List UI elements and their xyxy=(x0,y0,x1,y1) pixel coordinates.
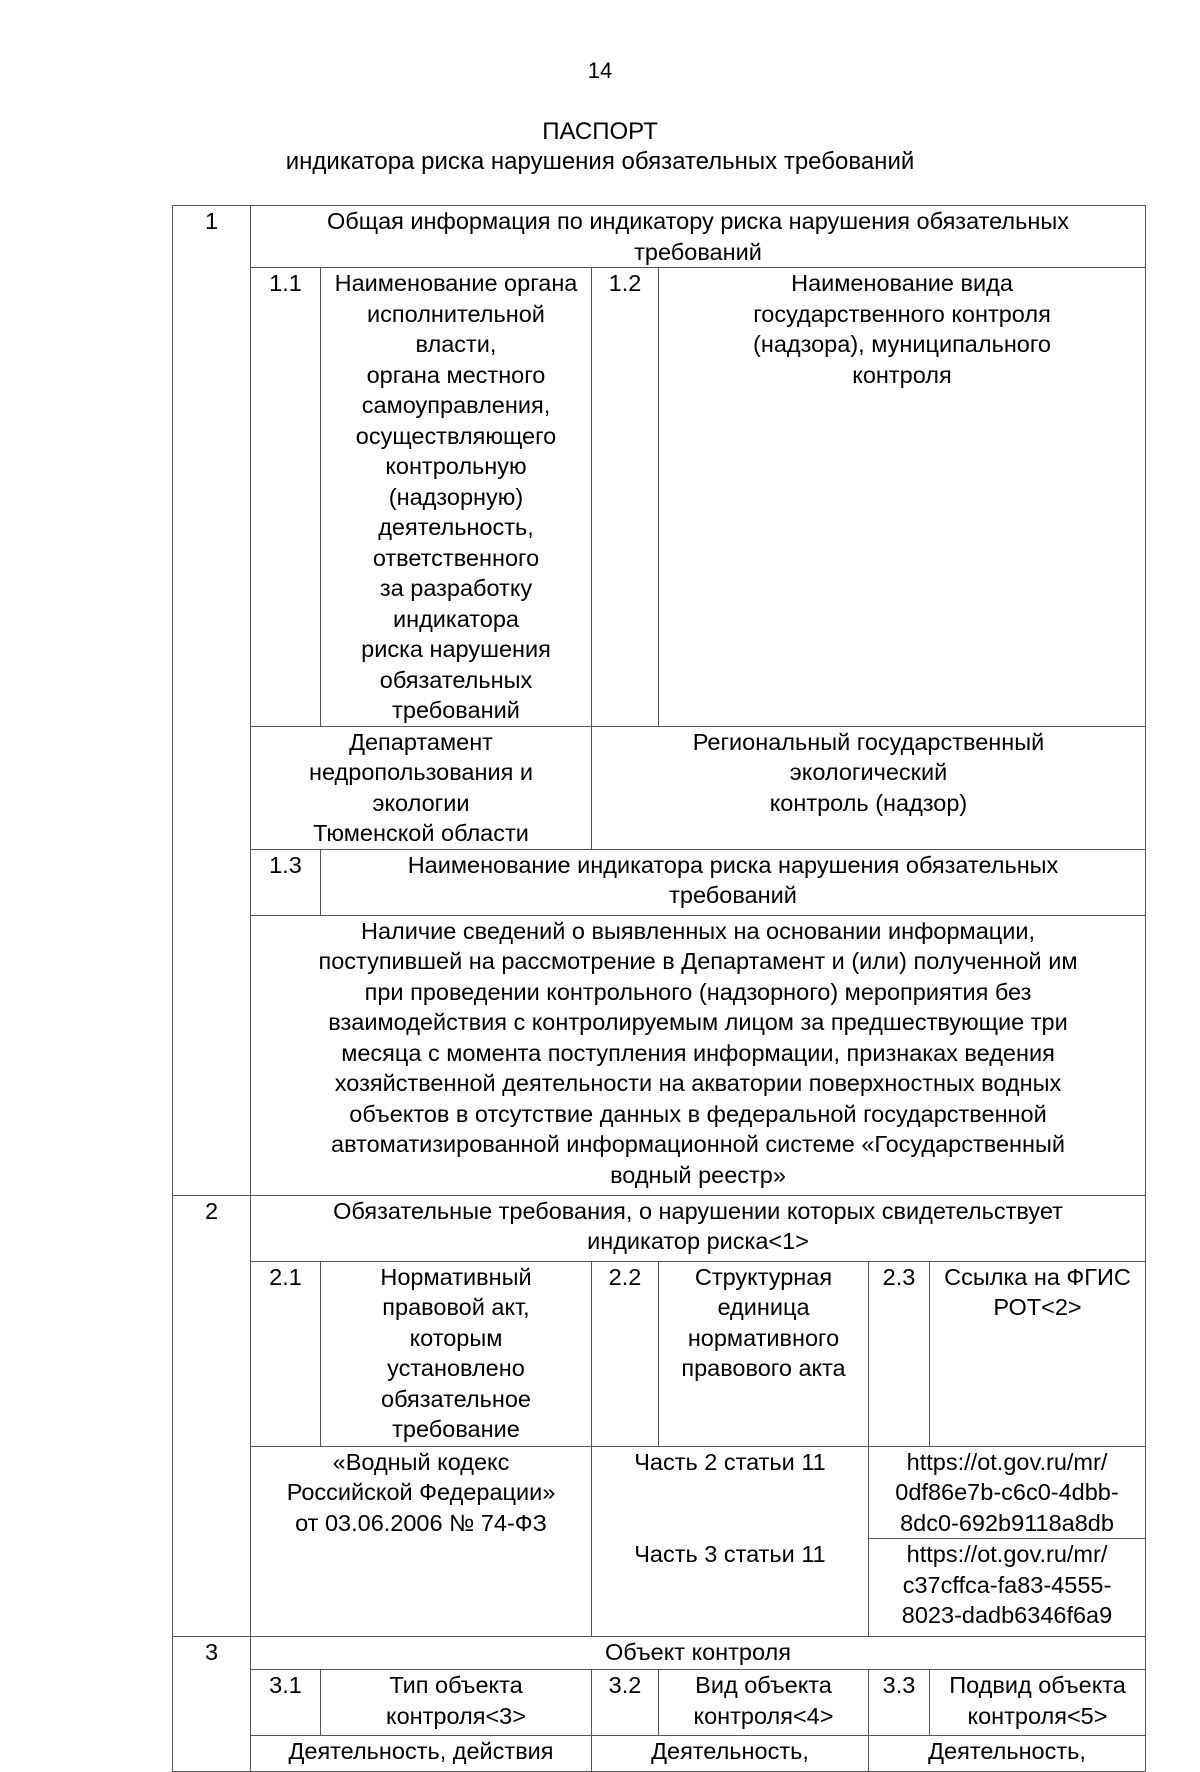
item-1-1-label: Наименование органа исполнительной власти, органа местного самоуправления, осуществляющего контрольную (надзорную) деятельность, ответственного за разработку индикатора риска нарушения обязательных требований xyxy=(321,268,592,727)
section-2-number: 2 xyxy=(173,1195,251,1261)
document-title xyxy=(0,117,1200,177)
item-2-3-number: 2.3 xyxy=(869,1261,930,1446)
item-3-1-value: Деятельность, действия xyxy=(251,1736,592,1772)
item-3-1-number: 3.1 xyxy=(251,1670,321,1736)
item-2-2-number: 2.2 xyxy=(592,1261,659,1446)
item-2-3-label: Ссылка на ФГИС РОТ<2> xyxy=(930,1261,1146,1446)
section-3-title: Объект контроля xyxy=(251,1637,1146,1670)
item-3-1-label: Тип объекта контроля<3> xyxy=(321,1670,592,1736)
item-2-1-label: Нормативный правовой акт, которым установлено обязательное требование xyxy=(321,1261,592,1446)
item-1-3-label: Наименование индикатора риска нарушения обязательных требований xyxy=(321,849,1146,915)
structural-unit-value: Часть 2 статьи 11 xyxy=(592,1446,869,1539)
item-3-3-number: 3.3 xyxy=(869,1670,930,1736)
section-3-number: 3 xyxy=(173,1637,251,1670)
item-2-1-number: 2.1 xyxy=(251,1261,321,1446)
section-2-spacer xyxy=(173,1446,251,1539)
item-1-3-value: Наличие сведений о выявленных на основании информации, поступившей на рассмотрение в Департамент и (или) полученной им при проведении контрольного (надзорного) мероприятия без взаимодействия с контролируемым лицом за предшествующие три месяца с момента поступления информации, признаках ведения хозяйственной деятельности на акватории поверхностных водных объектов в отсутствие данных в федеральной государственной автоматизированной информационной системе «Государственный водный реестр» xyxy=(251,915,1146,1195)
item-3-3-value: Деятельность, xyxy=(869,1736,1146,1772)
section-1-spacer xyxy=(173,268,251,727)
passport-table xyxy=(172,205,1146,1772)
item-1-1-value: Департамент недропользования и экологии Тюменской области xyxy=(251,726,592,849)
normative-act-value: «Водный кодекс Российской Федерации» от 03.06.2006 № 74-ФЗ xyxy=(251,1446,592,1637)
rot-link-value: https://ot.gov.ru/mr/ 0df86e7b-c6c0-4dbb- 8dc0-692b9118a8db xyxy=(869,1446,1146,1539)
item-1-1-number: 1.1 xyxy=(251,268,321,727)
item-1-2-value: Региональный государственный экологический контроль (надзор) xyxy=(592,726,1146,849)
item-3-3-label: Подвид объекта контроля<5> xyxy=(930,1670,1146,1736)
section-3-spacer xyxy=(173,1670,251,1736)
item-1-2-label: Наименование вида государственного контроля (надзора), муниципального контроля xyxy=(659,268,1146,727)
title-line: ПАСПОРТ xyxy=(542,118,658,145)
section-1-title: Общая информация по индикатору риска нарушения обязательных требований xyxy=(251,206,1146,268)
item-1-3-number: 1.3 xyxy=(251,849,321,915)
section-2-spacer xyxy=(173,1539,251,1637)
section-1-number: 1 xyxy=(173,206,251,268)
subtitle-line: индикатора риска нарушения обязательных требований xyxy=(285,148,915,175)
structural-unit-value: Часть 3 статьи 11 xyxy=(592,1539,869,1637)
section-3-spacer xyxy=(173,1736,251,1772)
rot-link-value: https://ot.gov.ru/mr/ c37cffca-fa83-4555- 8023-dadb6346f6a9 xyxy=(869,1539,1146,1637)
item-2-2-label: Структурная единица нормативного правового акта xyxy=(659,1261,869,1446)
item-3-2-label: Вид объекта контроля<4> xyxy=(659,1670,869,1736)
page-number: 14 xyxy=(587,58,613,83)
item-3-2-number: 3.2 xyxy=(592,1670,659,1736)
item-3-2-value: Деятельность, xyxy=(592,1736,869,1772)
section-1-spacer xyxy=(173,849,251,915)
section-1-spacer xyxy=(173,726,251,849)
section-2-spacer xyxy=(173,1261,251,1446)
section-1-spacer xyxy=(173,915,251,1195)
item-1-2-number: 1.2 xyxy=(592,268,659,727)
section-2-title: Обязательные требования, о нарушении которых свидетельствует индикатор риска<1> xyxy=(251,1195,1146,1261)
